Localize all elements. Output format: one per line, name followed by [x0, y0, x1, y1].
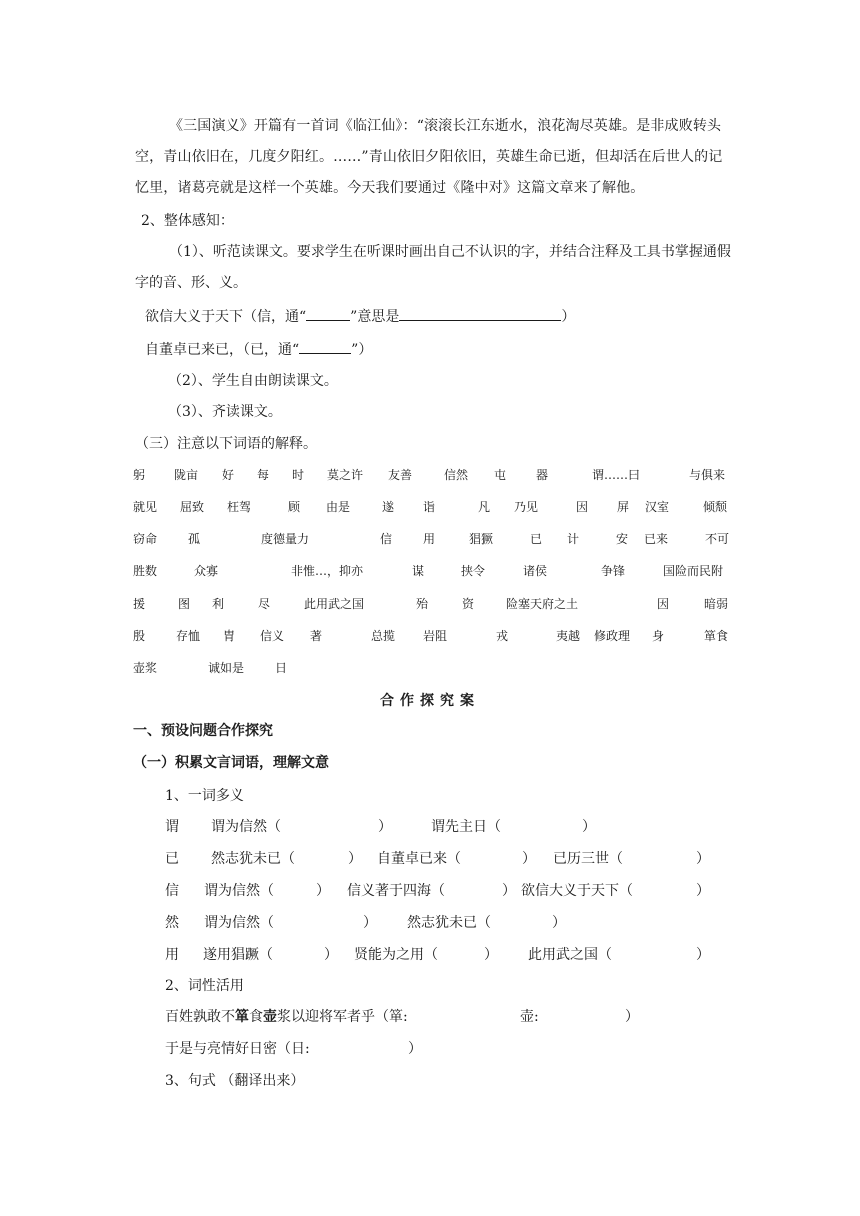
vocab-word: 图 [178, 597, 191, 611]
polysemy-item-close: ） [552, 915, 566, 931]
vocab-word: 众寡 [194, 564, 219, 578]
example1-text-b: ”意思是 [350, 309, 400, 325]
vocab-word: 殷 [133, 629, 146, 643]
vocab-word: 身 [652, 629, 665, 643]
vocab-word: 著 [310, 629, 323, 643]
polysemy-item-close: ） [378, 819, 392, 835]
vocab-word: 殆 [416, 597, 429, 611]
polysemy-word: 用 [165, 947, 179, 963]
vocab-word: 戎 [496, 629, 509, 643]
polysemy-item-text: 遂用猖蹶（ [203, 947, 273, 963]
vocab-word: 凡 [478, 500, 491, 514]
vocab-word: 计 [567, 532, 580, 546]
example1-text-c: ） [561, 309, 576, 325]
polysemy-item-close: ） [696, 883, 710, 899]
example2-text-b: ”） [351, 342, 373, 358]
vocab-word: 与俱来 [689, 468, 726, 482]
vocab-word: 总揽 [371, 629, 396, 643]
example2-text-a: 自董卓已来已，（已，通“ [145, 342, 300, 358]
vocab-word: 信 [380, 532, 393, 546]
polysemy-item-close: ） [696, 947, 710, 963]
polysemy-item-close: ） [316, 883, 330, 899]
polysemy-item-text: 然志犹未已（ [211, 851, 295, 867]
vocab-word: 暗弱 [704, 597, 729, 611]
polysemy-item-close: ） [582, 819, 596, 835]
vocab-word: 猖獗 [469, 532, 494, 546]
vocab-word: 已 [530, 532, 543, 546]
tongjia-example-2 [145, 339, 372, 359]
vocab-word: 存恤 [176, 629, 201, 643]
fill-blank[interactable] [299, 339, 351, 354]
vocab-word: 屏 [617, 500, 630, 514]
vocab-word: 夷越 [556, 629, 581, 643]
vocab-word: 汉室 [645, 500, 670, 514]
vocab-word: 倾颓 [703, 500, 728, 514]
vocab-word: 信义 [260, 629, 285, 643]
part1-heading: 一、预设问题合作探究 [133, 723, 273, 739]
polysemy-item-text: 谓为信然（ [211, 819, 281, 835]
vocab-word: 陇亩 [174, 468, 199, 482]
vocab-word: 莫之许 [327, 468, 364, 482]
vocab-word: 安 [616, 532, 629, 546]
vocab-word: 不可 [705, 532, 730, 546]
vocab-word: 每 [257, 468, 270, 482]
vocab-word: 顾 [288, 500, 301, 514]
pos-heading: 2、词性活用 [165, 978, 244, 994]
pos-sentence-1 [165, 1008, 408, 1026]
vocab-word: 度德量力 [261, 532, 310, 546]
vocab-word: 由是 [326, 500, 351, 514]
polysemy-item-close: ） [363, 915, 377, 931]
pos1-text-c: 食 [249, 1009, 263, 1025]
overall-heading: 2、整体感知： [141, 213, 234, 229]
pos2-close: ） [408, 1041, 422, 1057]
pos-sentence-2: 于是与亮情好日密（日: [165, 1041, 310, 1057]
vocab-word: 时 [292, 468, 305, 482]
pos1-bold-hu: 壶 [263, 1009, 277, 1025]
vocab-word: 信然 [444, 468, 469, 482]
vocab-word: 日 [275, 661, 288, 675]
polysemy-item-text: 自董卓已来（ [377, 851, 461, 867]
vocab-word: 已来 [644, 532, 669, 546]
vocab-word: 险塞天府之土 [506, 597, 579, 611]
polysemy-item-text: 此用武之国（ [528, 947, 612, 963]
vocab-word: 器 [536, 468, 549, 482]
vocab-word: 乃见 [514, 500, 539, 514]
vocab-word: 屈致 [180, 500, 205, 514]
fill-blank[interactable] [306, 306, 350, 321]
polysemy-item-close: ） [502, 883, 516, 899]
pos1-text-e: 浆以迎将军者乎（箪: [277, 1009, 408, 1025]
pos1-bold-dan: 箪 [235, 1009, 249, 1025]
vocab-word: 谋 [412, 564, 425, 578]
polysemy-item-text: 已历三世（ [553, 851, 623, 867]
polysemy-heading: 1、一词多义 [165, 788, 244, 804]
vocab-word: 国险而民附 [663, 564, 724, 578]
section-title: 合作探究案 [380, 693, 480, 709]
polysemy-item-close: ） [348, 851, 362, 867]
pos1-close: ） [625, 1009, 639, 1025]
vocab-word: 援 [133, 597, 146, 611]
pos1-answer-hu-label: 壶: [520, 1009, 539, 1025]
vocab-word: 窃命 [133, 532, 158, 546]
polysemy-item-text: 贤能为之用（ [354, 947, 438, 963]
vocab-word: 箪食 [704, 629, 729, 643]
polysemy-item-close: ） [324, 947, 338, 963]
vocab-heading: （三）注意以下词语的解释。 [135, 436, 317, 452]
vocab-word: 躬 [133, 468, 146, 482]
polysemy-word: 然 [165, 915, 179, 931]
vocab-word: 此用武之国 [304, 597, 365, 611]
polysemy-item-close: ） [484, 947, 498, 963]
sentence-pattern-heading: 3、句式 （翻译出来） [165, 1073, 305, 1089]
example1-text-a: 欲信大义于天下（信，通“ [145, 309, 307, 325]
polysemy-item-text: 谓先主日（ [431, 819, 501, 835]
part1-subheading: （一）积累文言词语，理解文意 [133, 755, 329, 771]
vocab-word: 用 [423, 532, 436, 546]
polysemy-word: 谓 [165, 819, 179, 835]
step2-text: （2）、学生自由朗读课文。 [168, 373, 338, 389]
step1-paragraph: （1）、听范读课文。要求学生在听课时画出自己不认识的字，并结合注释及工具书掌握通假字的音、形、义。 [135, 244, 731, 291]
vocab-word: 诣 [423, 500, 436, 514]
polysemy-item-text: 欲信大义于天下（ [521, 883, 633, 899]
vocab-word: 诸侯 [523, 564, 548, 578]
vocab-word: 遂 [382, 500, 395, 514]
vocab-word: 挟令 [461, 564, 486, 578]
vocab-word: 就见 [133, 500, 158, 514]
vocab-word: 争锋 [601, 564, 626, 578]
vocab-word: 非惟…，抑亦 [291, 564, 364, 578]
polysemy-item-text: 谓为信然（ [204, 883, 274, 899]
vocab-word: 资 [462, 597, 475, 611]
tongjia-example-1 [145, 306, 575, 326]
vocab-word: 友善 [388, 468, 413, 482]
vocab-word: 因 [576, 500, 589, 514]
vocab-word: 枉驾 [227, 500, 252, 514]
vocab-word: 谓……曰 [592, 468, 641, 482]
vocab-word: 壶浆 [133, 661, 158, 675]
vocab-word: 利 [212, 597, 225, 611]
intro-paragraph: 《三国演义》开篇有一首词《临江仙》：“滚滚长江东逝水，浪花淘尽英雄。是非成败转头空，青山依旧在，几度夕阳红。……”青山依旧夕阳依旧，英雄生命已逝，但却活在后世人的记忆里，诸葛亮就是这样一个英雄。今天我们要通过《隆中对》这篇文章来了解他。 [135, 118, 723, 196]
polysemy-item-text: 信义著于四海（ [347, 883, 445, 899]
polysemy-item-close: ） [522, 851, 536, 867]
vocab-word: 岩阻 [423, 629, 448, 643]
vocab-word: 诚如是 [208, 661, 245, 675]
fill-blank[interactable] [399, 306, 561, 321]
vocab-word: 孤 [188, 532, 201, 546]
polysemy-word: 已 [165, 851, 179, 867]
vocab-word: 修政理 [594, 629, 631, 643]
vocab-word: 好 [222, 468, 235, 482]
polysemy-word: 信 [165, 883, 179, 899]
vocab-word: 尽 [258, 597, 271, 611]
vocab-word: 胜数 [133, 564, 158, 578]
polysemy-item-close: ） [696, 851, 710, 867]
vocab-word: 因 [657, 597, 670, 611]
pos1-text-a: 百姓孰敢不 [165, 1009, 235, 1025]
vocab-word: 屯 [494, 468, 507, 482]
polysemy-item-text: 谓为信然（ [204, 915, 274, 931]
vocab-word: 胄 [223, 629, 236, 643]
step3-text: （3）、齐读课文。 [168, 404, 282, 420]
polysemy-item-text: 然志犹未已（ [407, 915, 491, 931]
